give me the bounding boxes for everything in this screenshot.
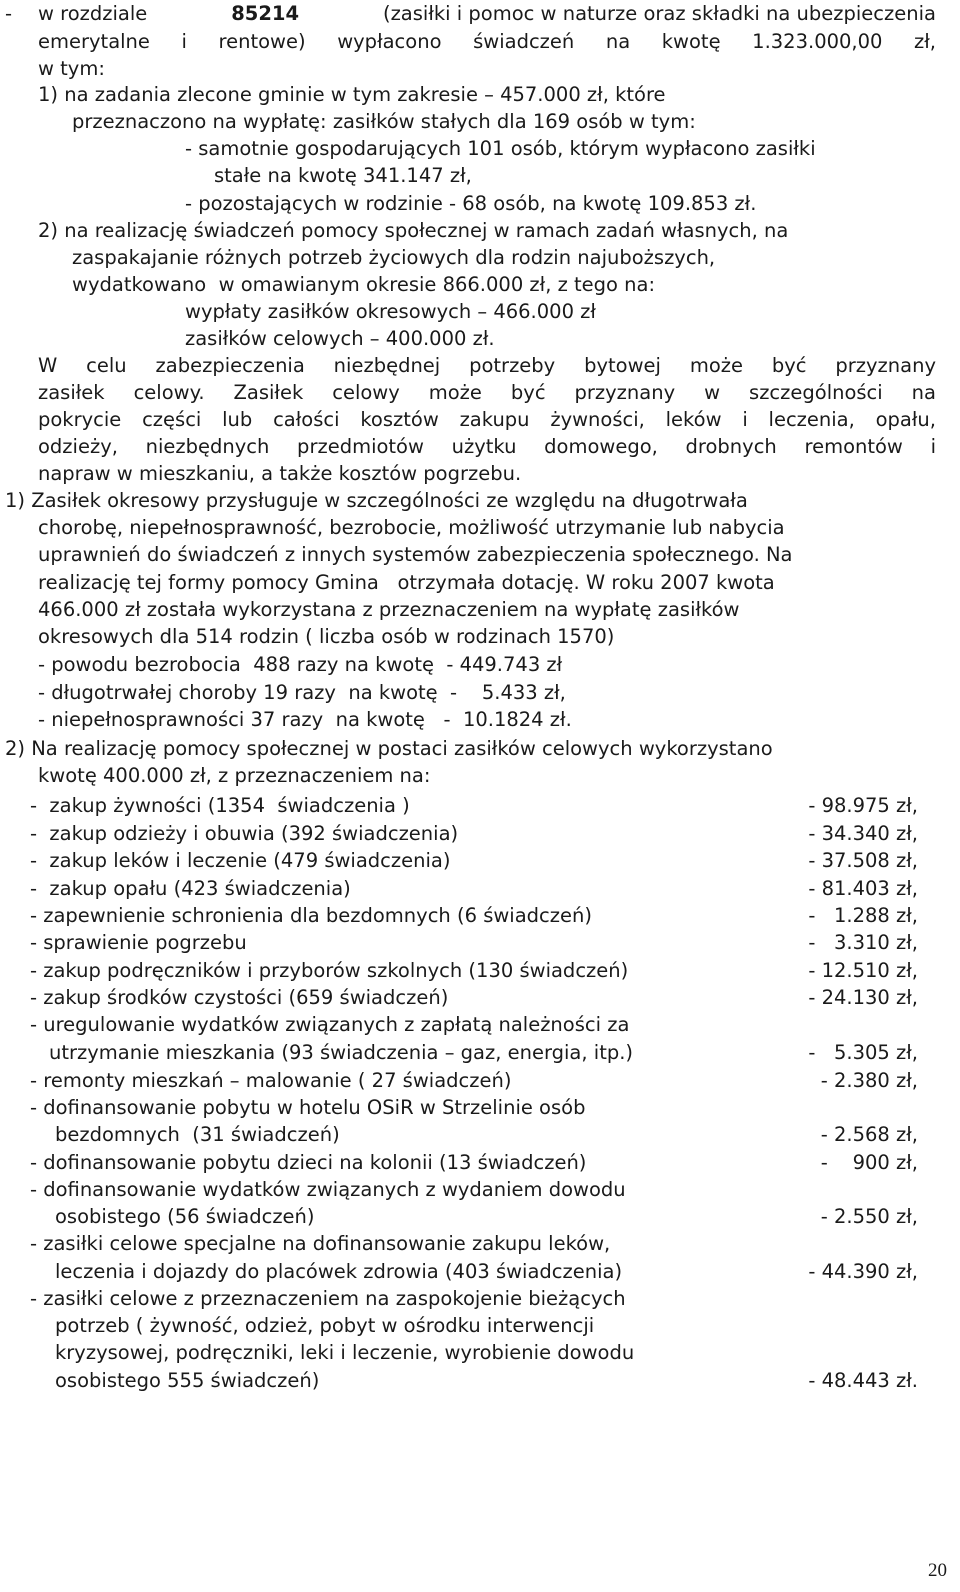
expense-item-label: leczenia i dojazdy do placówek zdrowia (403 świadczenia) [55,1260,623,1283]
list-item-line: - samotnie gospodarujących 101 osób, którym wypłacono zasiłki [185,137,816,160]
expense-item-label: - zakup żywności (1354 świadczenia ) [30,794,410,817]
list-item-line: 2) na realizację świadczeń pomocy społecznej w ramach zadań własnych, na [38,219,789,242]
expense-item-label: osobistego (56 świadczeń) [55,1205,315,1228]
page-number: 20 [928,1560,947,1581]
expense-item-label: potrzeb ( żywność, odzież, pobyt w ośrodku interwencji [55,1314,595,1337]
text-fragment: (zasiłki i pomoc w naturze oraz składki na ubezpieczenia [382,2,936,25]
expense-item-label: utrzymanie mieszkania (93 świadczenia – gaz, energia, itp.) [49,1041,634,1064]
expense-item-amount: - 1.288 zł, [808,904,918,927]
expense-item-amount: - 48.443 zł. [808,1369,918,1392]
list-item-line: zaspakajanie różnych potrzeb życiowych dla rodzin najuboższych, [72,246,716,269]
expense-item-amount: - 81.403 zł, [808,877,918,900]
expense-item-amount: - 900 zł, [820,1151,918,1174]
expense-item-label: kryzysowej, podręczniki, leki i leczenie, wyrobienie dowodu [55,1341,635,1364]
list-item-line: wypłaty zasiłków okresowych – 466.000 zł [185,300,596,323]
expense-item-label: - dofinansowanie wydatków związanych z wydaniem dowodu [30,1178,626,1201]
paragraph-line: zasiłek celowy. Zasiłek celowy może być przyznany w szczególności na [38,381,936,404]
expense-item-amount: - 24.130 zł, [808,986,918,1009]
paragraph-line: odzieży, niezbędnych przedmiotów użytku domowego, drobnych remontów i [38,435,936,458]
expense-item-label: - sprawienie pogrzebu [30,931,247,954]
expense-item-label: bezdomnych (31 świadczeń) [55,1123,340,1146]
expense-item-label: - zakup środków czystości (659 świadczeń) [30,986,449,1009]
list-item-line: wydatkowano w omawianym okresie 866.000 zł, z tego na: [72,273,656,296]
paragraph-line: pokrycie części lub całości kosztów zakupu żywności, leków i leczenia, opału, [38,408,936,431]
expense-item-amount: - 37.508 zł, [808,849,918,872]
paragraph-line: chorobę, niepełnosprawność, bezrobocie, możliwość utrzymanie lub nabycia [38,516,785,539]
paragraph-line: uprawnień do świadczeń z innych systemów zabezpieczenia społecznego. Na [38,543,793,566]
paragraph-line: 1) Zasiłek okresowy przysługuje w szczególności ze względu na długotrwała [5,489,748,512]
expense-item-amount: - 44.390 zł, [808,1260,918,1283]
paragraph-line: 2) Na realizację pomocy społecznej w postaci zasiłków celowych wykorzystano [5,737,773,760]
list-item-line: przeznaczono na wypłatę: zasiłków stałych dla 169 osób w tym: [72,110,696,133]
expense-item-amount: - 2.380 zł, [820,1069,918,1092]
expense-item-label: - uregulowanie wydatków związanych z zapłatą należności za [30,1013,630,1036]
expense-item-label: - remonty mieszkań – malowanie ( 27 świadczeń) [30,1069,512,1092]
paragraph-line: realizację tej formy pomocy Gmina otrzymała dotację. W roku 2007 kwota [38,571,775,594]
chapter-number: 85214 [231,2,300,25]
text-fragment: w rozdziale [38,2,148,25]
expense-item-amount: - 2.568 zł, [820,1123,918,1146]
expense-item-label: - zasiłki celowe z przeznaczeniem na zaspokojenie bieżących [30,1287,626,1310]
expense-item-label: - dofinansowanie pobytu dzieci na kolonii (13 świadczeń) [30,1151,587,1174]
list-item-line: zasiłków celowych – 400.000 zł. [185,327,495,350]
expense-item-amount: - 12.510 zł, [808,959,918,982]
paragraph-line: - niepełnosprawności 37 razy na kwotę - 10.1824 zł. [38,708,572,731]
expense-item-amount: - 2.550 zł, [820,1205,918,1228]
expense-item-amount: - 34.340 zł, [808,822,918,845]
paragraph-line: - powodu bezrobocia 488 razy na kwotę - 449.743 zł [38,653,563,676]
expense-item-label: - zasiłki celowe specjalne na dofinansowanie zakupu leków, [30,1232,611,1255]
paragraph-line: emerytalne i rentowe) wypłacono świadczeń na kwotę 1.323.000,00 zł, [38,30,936,53]
paragraph-line [38,4,936,24]
paragraph-line: - długotrwałej choroby 19 razy na kwotę - 5.433 zł, [38,681,566,704]
expense-item-label: - zakup odzieży i obuwia (392 świadczenia) [30,822,459,845]
expense-item-amount: - 98.975 zł, [808,794,918,817]
expense-item-label: - dofinansowanie pobytu w hotelu OSiR w Strzelinie osób [30,1096,586,1119]
paragraph-line: 466.000 zł została wykorzystana z przeznaczeniem na wypłatę zasiłków [38,598,740,621]
bullet-dash: - [5,2,13,25]
list-item-line: - pozostających w rodzinie - 68 osób, na kwotę 109.853 zł. [185,192,757,215]
expense-item-label: - zakup podręczników i przyborów szkolnych (130 świadczeń) [30,959,629,982]
expense-item-amount: - 5.305 zł, [808,1041,918,1064]
expense-item-amount: - 3.310 zł, [808,931,918,954]
expense-item-label: osobistego 555 świadczeń) [55,1369,320,1392]
expense-item-label: - zakup leków i leczenie (479 świadczenia) [30,849,451,872]
expense-item-label: - zapewnienie schronienia dla bezdomnych (6 świadczeń) [30,904,592,927]
list-item-line: stałe na kwotę 341.147 zł, [214,164,472,187]
paragraph-line: W celu zabezpieczenia niezbędnej potrzeby bytowej może być przyznany [38,354,936,377]
list-item-line: 1) na zadania zlecone gminie w tym zakresie – 457.000 zł, które [38,83,666,106]
paragraph-line: kwotę 400.000 zł, z przeznaczeniem na: [38,764,431,787]
paragraph-line: w tym: [38,57,105,80]
expense-item-label: - zakup opału (423 świadczenia) [30,877,351,900]
paragraph-line: napraw w mieszkaniu, a także kosztów pogrzebu. [38,462,522,485]
paragraph-line: okresowych dla 514 rodzin ( liczba osób w rodzinach 1570) [38,625,615,648]
